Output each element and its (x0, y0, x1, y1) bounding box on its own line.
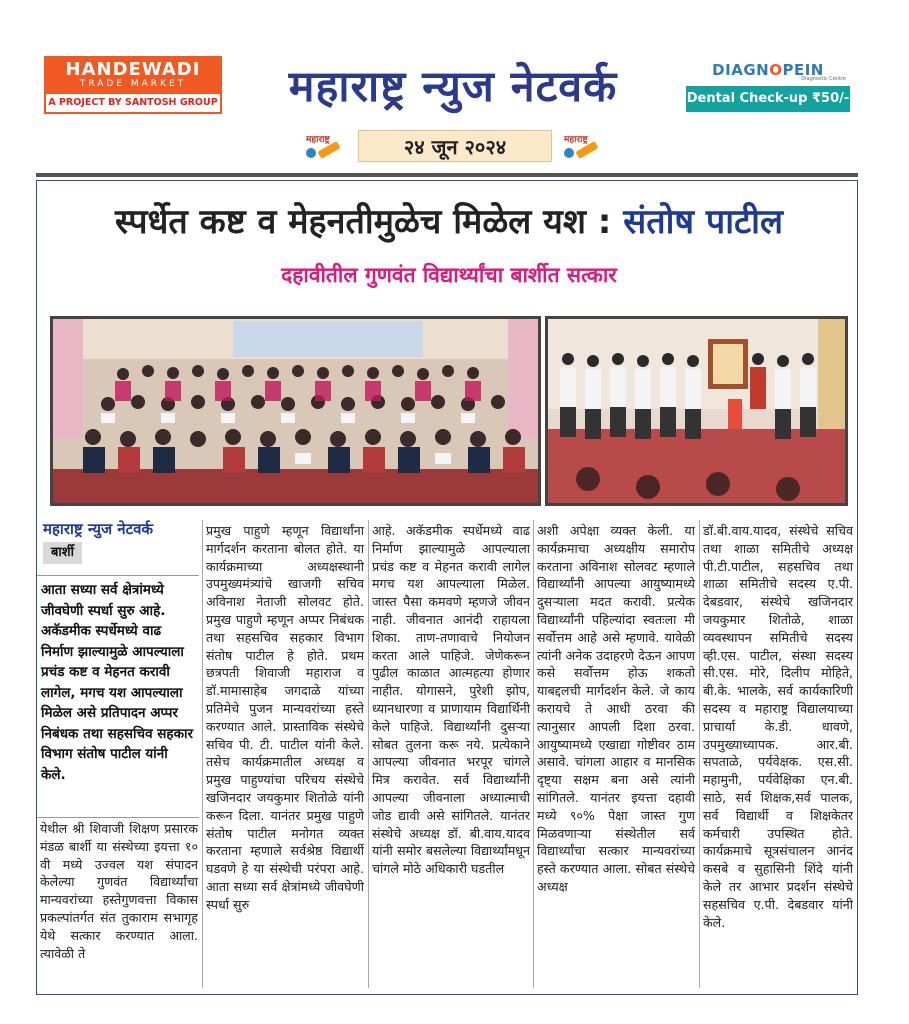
column-divider (699, 520, 700, 988)
article-intro: आता सध्या सर्व क्षेत्रांमध्ये जीवघेणी स्पर्धा सुरु आहे. अकॅडमीक स्पर्धेमध्ये वाढ निर्माण झाल्यामुळे आपल्याला प्रचंड कष्ट व मेहनत करावी लागेल, मगच यश आपल्याला मिळेल असे प्रतिपादन अप्पर निबंधक तथा सहसचिव सहकार विभाग संतोष पाटील यांनी केले. (37, 575, 199, 818)
handewadi-ad (44, 56, 222, 114)
column-divider (202, 520, 203, 988)
ad-tagline: A PROJECT BY SANTOSH GROUP (46, 94, 220, 112)
column-divider (533, 520, 534, 988)
article-column-2: प्रमुख पाहुणे म्हणून विद्यार्थांना मार्गदर्शन करताना बोलत होते. या कार्यक्रमाच्या अध्यक्षस्थानी उपमुख्यमंत्र्यांचे खाजगी सचिव अविनाश नेताजी सोलवट होते. प्रमुख पाहुणे म्हणून अप्पर निबंधक तथा सहसचिव सहकार विभाग संतोष पाटील हे होते. प्रथम छत्रपती शिवाजी महाराज व डॉ.मामासाहेब जगदाळे यांच्या प्रतिमेचे पुजन मान्यवरांच्या हस्ते करण्यात आले. प्रास्ताविक संस्थेचे सचिव पी. टी. पाटील यांनी केले. तसेच कार्यक्रमातील अध्यक्ष व प्रमुख पाहुण्यांचा परिचय संस्थेचे खजिनदार जयकुमार शितोळे यांनी करून दिला. यानंतर प्रमुख पाहुणे संतोष पाटील मनोगत व्यक्त करताना म्हणाले सर्वश्रेष्ठ विद्यार्थी घडवणे हे या संस्थेची परंपरा आहे. आता सध्या सर्व क्षेत्रांमध्ये जीवघेणी स्पर्धा सुरु (206, 523, 364, 912)
ad-right-tag: Diagnostic Centre (801, 76, 846, 82)
date-row (300, 128, 610, 166)
article-column-5: डॉ.बी.वाय.यादव, संस्थेचे सचिव तथा शाळा समितीचे अध्यक्ष पी.टी.पाटील, सहसचिव तथा शाळा समितीचे सदस्य ए.पी. देबडवार, संस्थेचे खजिनदार जयकुमार शितोळे, शाळा व्यवस्थापन समितीचे सदस्य व्ही.एस. पाटील, संस्था सदस्य सी.एस. मोरे, दिलीप मोहिते, बी.के. भालके, सर्व कार्यकारिणी सदस्य व महाराष्ट्र विद्यालयाच्या प्राचार्या के.डी. धावणे, उपमुख्याध्यापक. आर.बी. सपताळे, पर्यवेक्षक. एस.सी. महामुनी, पर्यवेक्षिका एन.बी. साठे, सर्व शिक्षक,सर्व पालक, सर्व विद्यार्थी व शिक्षकेतर कर्मचारी उपस्थित होते. कार्यक्रमाचे सूत्रसंचालन आनंद कसबे व सुहासिनी शिंदे यांनी केले तर आभार प्रदर्शन संस्थेचे सहसचिव ए.पी. देबडवार यांनी केले. (703, 523, 853, 930)
mini-logo-icon: महाराष्ट्र (302, 130, 348, 164)
header-rule (36, 173, 858, 177)
article-column-3: आहे. अकॅडमीक स्पर्धेमध्ये वाढ निर्माण झाल्यामुळे आपल्याला प्रचंड कष्ट व मेहनत करावी लागेल मगच यश आपल्याला मिळेल. जास्त पैसा कमवणे म्हणजे जीवन नाही. जीवनात आनंदी राहायला शिका. ताण-तणावाचे नियोजन करता आले पाहिजे. जेणेकरून पुढील काळात आत्महत्या होणार नाहीत. योगासने, पुरेशी झोप, ध्यानधारणा व प्राणायाम विद्यार्थिनी केले पाहिजे. विद्यार्थ्यांनी दुसऱ्या सोबत तुलना करू नये. प्रत्येकाने आपल्या जीवनात भरपूर चांगले मित्र करावेत. सर्व विद्यार्थ्यांनी आपल्या जीवनाला अध्यात्माची जोड द्यावी असे सांगितले. यानंतर संस्थेचे अध्यक्ष डॉ. बी.वाय.यादव यांनी समोर बसलेल्या विद्यार्थ्यांमधून चांगले मोठे अधिकारी घडतील (372, 523, 530, 877)
article-column-1: येथील श्री शिवाजी शिक्षण प्रसारक मंडळ बार्शी या संस्थेच्या इयत्ता १० वी मध्ये उज्वल यश संपादन केलेल्या गुणवंत विद्यार्थ्यांचा मान्यवरांच्या हस्तेगुणवत्ता विकास प्रकल्पांतर्गत संत तुकाराम सभागृह येथे सत्कार करण्यात आला. त्यावेळी ते (40, 821, 198, 961)
ceremony-photo (545, 316, 848, 506)
diagnopein-logo: DIAGNOPEIN (712, 61, 824, 79)
headline-name: संतोष पाटील (623, 202, 784, 242)
dateline-place: बार्शी (43, 542, 82, 564)
newspaper-masthead: महाराष्ट्र न्युज नेटवर्क (288, 62, 618, 112)
diagnopein-ad (686, 58, 850, 112)
article-column-4: अशी अपेक्षा व्यक्त केली. या कार्यक्रमाचा अध्यक्षीय समारोप करताना अविनाश सोलवट म्हणाले विद्यार्थ्यांनी आपल्या आयुष्यामध्ये दुसऱ्याला मदत करावी. प्रत्येक विद्यार्थ्यांनी पहिल्यांदा स्वतःला मी सर्वोत्तम आहे असे म्हणावे. यावेळी त्यांनी अनेक उदाहरणे देऊन आपण कसे सर्वोत्तम होऊ शकतो याबद्दलची मार्गदर्शन केले. जे काय करायचे ते आधी ठरवा की त्यानुसार आपली दिशा ठरवा. आयुष्यामध्ये एखाद्या गोष्टीवर ठाम असावे. चांगला आहार व मानसिक दृष्ट्या सक्षम बना असे त्यांनी सांगितले. यानंतर इयत्ता दहावी मध्ये ९०% पेक्षा जास्त गुण मिळवणाऱ्या संस्थेतील सर्व विद्यार्थ्यांचा सत्कार मान्यवरांच्या हस्ते करण्यात आला. सोबत संस्थेचे अध्यक्ष (537, 523, 695, 894)
article-subheadline: दहावीतील गुणवंत विद्यार्थ्यांचा बार्शीत सत्कार (281, 263, 617, 287)
ad-brand: HANDEWADI (65, 59, 201, 80)
headline-main: स्पर्धेत कष्ट व मेहनतीमुळेच मिळेल यश : (114, 202, 612, 242)
article-headline (44, 190, 854, 254)
students-group-photo (50, 316, 541, 506)
byline: महाराष्ट्र न्युज नेटवर्क (43, 520, 154, 538)
column-divider (368, 520, 369, 988)
mini-logo-icon: महाराष्ट्र (560, 130, 606, 164)
ad-sub: TRADE MARKET (79, 79, 187, 89)
byline-box (37, 518, 199, 568)
dental-offer: Dental Check-up ₹50/- (686, 86, 850, 112)
issue-date: २४ जून २०२४ (358, 130, 552, 162)
